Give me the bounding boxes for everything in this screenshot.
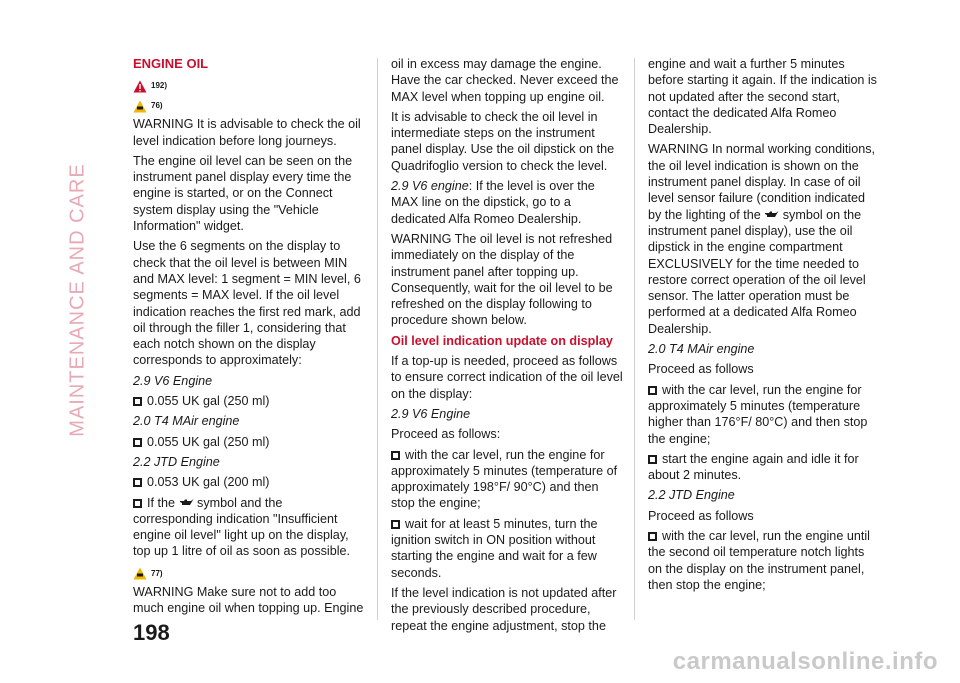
column-2 xyxy=(391,56,623,638)
bullet-item xyxy=(648,451,880,484)
bullet-icon xyxy=(391,451,400,460)
bullet-item xyxy=(648,382,880,447)
bullet-icon xyxy=(648,532,657,541)
paragraph: oil in excess may damage the engine. Have the car checked. Never exceed the MAX level when topping up engine oil. xyxy=(391,57,619,104)
paragraph: Proceed as follows xyxy=(648,362,754,377)
paragraph: Proceed as follows: xyxy=(391,427,501,442)
warning-ref: 192) xyxy=(151,81,168,91)
caution-ref-row xyxy=(133,564,365,584)
engine-label: 2.9 V6 engine xyxy=(391,179,469,194)
bullet-item xyxy=(133,393,365,409)
bullet-text: 0.055 UK gal (250 ml) xyxy=(147,394,270,409)
bullet-icon xyxy=(133,499,142,508)
engine-label: 2.2 JTD Engine xyxy=(133,454,220,469)
bullet-item xyxy=(133,495,365,560)
paragraph-text: symbol on the instrument panel display), use the oil dipstick in the engine compartment EXCLUSIVELY for the time needed to restore correct operation of the oil level sensor. The latter operation must be performed at a dedicated Alfa Romeo Dealership. xyxy=(648,207,866,336)
paragraph-text: : If the level is over the MAX line on the dipstick, go to a dedicated Alfa Romeo Dealership. xyxy=(391,179,595,226)
bullet-text: If the xyxy=(147,495,176,510)
bullet-icon xyxy=(648,386,657,395)
bullet-icon xyxy=(648,455,657,464)
caution-yellow-icon xyxy=(133,100,147,113)
engine-label: 2.9 V6 Engine xyxy=(133,373,213,388)
bullet-icon xyxy=(133,397,142,406)
caution-ref: 76) xyxy=(151,101,163,111)
column-divider xyxy=(634,58,635,620)
bullet-icon xyxy=(391,520,400,529)
bullet-text: start the engine again and idle it for about 2 minutes. xyxy=(648,451,859,483)
bullet-text: with the car level, run the engine for approximately 5 minutes (temperature higher than 176°F/ 80°C) and then stop the engine; xyxy=(648,382,868,446)
bullet-text: with the car level, run the engine for approximately 5 minutes (temperature of approximately 198°F/ 90°C) and then stop the engine; xyxy=(391,447,618,511)
paragraph xyxy=(648,141,880,337)
section-title-text: MAINTENANCE AND CARE xyxy=(66,163,89,437)
paragraph xyxy=(391,178,623,227)
watermark: carmanualsonline.info xyxy=(672,648,938,675)
bullet-text: wait for at least 5 minutes, turn the ignition switch in ON position without starting the engine and wait for a few seconds. xyxy=(391,516,598,580)
engine-label: 2.0 T4 MAir engine xyxy=(133,414,240,429)
engine-label: 2.9 V6 Engine xyxy=(391,406,471,421)
column-1 xyxy=(133,56,365,620)
paragraph: It is advisable to check the oil level in intermediate steps on the instrument panel display. Use the oil dipstick on the Quadrifoglio version to check the level. xyxy=(391,109,615,173)
bullet-item xyxy=(648,528,880,593)
bullet-item xyxy=(391,447,623,512)
bullet-text: with the car level, run the engine until the second oil temperature notch lights on the display on the instrument panel, then stop the engine; xyxy=(648,529,870,592)
paragraph: Proceed as follows xyxy=(648,508,754,523)
paragraph: WARNING The oil level is not refreshed immediately on the display of the instrument panel after topping up. Consequently, wait for the oil level to be refreshed on the display following to procedure shown below. xyxy=(391,231,613,328)
paragraph: WARNING It is advisable to check the oil level indication before long journeys. xyxy=(133,117,361,148)
bullet-text: 0.055 UK gal (250 ml) xyxy=(147,434,270,449)
bullet-item xyxy=(133,434,365,450)
warning-red-icon xyxy=(133,80,147,93)
oil-can-icon xyxy=(179,498,194,506)
engine-oil-heading: ENGINE OIL xyxy=(133,56,209,71)
column-3 xyxy=(648,56,880,597)
caution-ref-row xyxy=(133,96,365,116)
caution-yellow-icon xyxy=(133,567,147,580)
oil-can-icon xyxy=(764,210,779,218)
page-number: 198 xyxy=(133,620,170,645)
update-subheading: Oil level indication update on display xyxy=(391,333,613,348)
paragraph: engine and wait a further 5 minutes before starting it again. If the indication is not updated after the second start, contact the dedicated Alfa Romeo Dealership. xyxy=(648,57,877,137)
bullet-icon xyxy=(133,478,142,487)
warning-ref-row xyxy=(133,76,365,96)
column-divider xyxy=(377,58,378,620)
bullet-item xyxy=(391,516,623,581)
paragraph: If the level indication is not updated after the previously described procedure, repeat the engine adjustment, stop the xyxy=(391,585,617,633)
bullet-item xyxy=(133,474,365,490)
paragraph: WARNING Make sure not to add too much engine oil when topping up. Engine xyxy=(133,584,364,616)
engine-label: 2.2 JTD Engine xyxy=(648,488,735,503)
paragraph: If a top-up is needed, proceed as follows to ensure correct indication of the oil level on the display: xyxy=(391,354,623,401)
paragraph: The engine oil level can be seen on the instrument panel display every time the engine is started, or on the Connect system display using the "Vehicle Information" widget. xyxy=(133,153,353,234)
caution-ref: 77) xyxy=(151,568,163,578)
bullet-text: 0.053 UK gal (200 ml) xyxy=(147,475,270,490)
bullet-text: symbol and the corresponding indication "Insufficient engine oil level" light up on the display, top up 1 litre of oil as soon as possible. xyxy=(133,495,351,559)
engine-label: 2.0 T4 MAir engine xyxy=(648,342,755,357)
paragraph: Use the 6 segments on the display to check that the oil level is between MIN and MAX level: 1 segment = MIN level, 6 segments = MAX level. If the oil level indication reaches the first red mark, add oil through the filler 1, considering that each notch shown on the display corresponds to approximately: xyxy=(133,239,361,368)
bullet-icon xyxy=(133,438,142,447)
paragraph-text: WARNING In normal working conditions, the oil level indication is shown on the instrument panel display. In case of oil level sensor failure (condition indicated by the lighting of the xyxy=(648,142,875,222)
